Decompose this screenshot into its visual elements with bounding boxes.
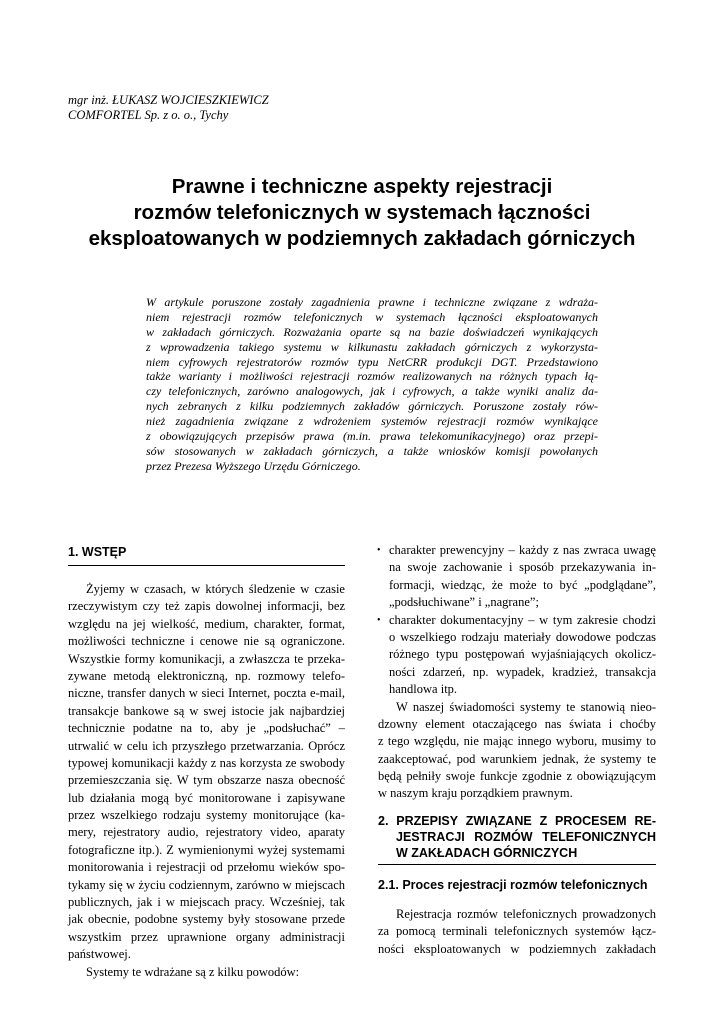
- body-line: utrwalić w celu ich przyszłego przetwarzania. Oprócz: [68, 738, 345, 753]
- body-line: mery, rejestratory audio, rejestratory video, aparaty: [68, 825, 345, 840]
- body-line: możliwości techniczne i cenowe nie są ograniczone.: [68, 634, 345, 649]
- bullet-item: [378, 542, 656, 612]
- body-line: zywane metodą elektroniczną, np. rozmowy telefo-: [68, 668, 345, 683]
- body-line: monitorowania i rejestracji od przełomu wieków spo-: [68, 860, 345, 875]
- body-line: z tego względu, nie mając innego wyboru, musimy to: [378, 734, 656, 749]
- abstract-line: nych zebranych z kilku podziemnych zakładów górniczych. Poruszone zostały rów-: [146, 399, 598, 414]
- body-line: transakcje bankowe są w swej istocie jak najbardziej: [68, 703, 345, 718]
- body-line: jak obecnie, podobne systemy były stosowane przede: [68, 912, 345, 927]
- abstract-line: niem cyfrowych rejestratorów rozmów typu NetCRR produkcji DGT. Przedstawiono: [146, 354, 598, 369]
- body-line: będą pełniły swoje funkcje zgodnie z obowiązującym: [378, 769, 656, 784]
- body-line: publicznych, jak i w miejscach pracy. Wcześniej, tak: [68, 895, 345, 910]
- bullet-line: na swoje zachowanie i sposób przekazywania in-: [389, 560, 656, 575]
- body-line: w naszym kraju porządkiem prawnym.: [378, 786, 573, 801]
- body-line: lub działania mogą być monitorowane i zapisywane: [68, 790, 345, 805]
- body-line: zaakceptować, pod warunkiem jednak, że systemy te: [378, 751, 656, 766]
- body-line: względu na jej wielkość, medium, charakter, format,: [68, 616, 345, 631]
- author-block: [68, 93, 269, 123]
- section-2-rule: [378, 864, 656, 865]
- body-line: Żyjemy w czasach, w których śledzenie w czasie: [86, 582, 345, 596]
- title-line: rozmów telefonicznych w systemach łączności: [133, 201, 591, 224]
- body-line: rzeczywistym czy też zapis dowolnej informacji, bez: [68, 599, 345, 614]
- body-line: przemieszczania się. W tym obszarze nasza obecność: [68, 773, 345, 788]
- heading-line: 2. PRZEPISY ZWIĄZANE Z PROCESEM RE-: [378, 814, 656, 828]
- body-line: dzowny element otaczającego nas świata i choćby: [378, 716, 656, 731]
- bullet-line: „podsłuchiwane” i „nagrane”;: [389, 595, 539, 610]
- bullet-line: • charakter dokumentacyjny – w tym zakresie chodzi: [378, 612, 656, 629]
- body-line: ności eksploatowanych w podziemnych zakładach: [378, 941, 656, 956]
- body-line: tykamy się w życiu codziennym, zarówno w miejscach: [68, 877, 345, 892]
- author-name: mgr inż. ŁUKASZ WOJCIESZKIEWICZ: [68, 93, 269, 107]
- abstract-line: niem rejestracji rozmów telefonicznych w systemach łączności eksploatowanych: [146, 309, 598, 324]
- bullet-line: handlowa itp.: [389, 682, 458, 697]
- body-line: Rejestracja rozmów telefonicznych prowadzonych: [396, 907, 656, 921]
- heading-line: W ZAKŁADACH GÓRNICZYCH: [396, 846, 578, 860]
- abstract-line: czy telefonicznych, zarówno analogowych, jak i cyfrowych, a także wyniki analiz da-: [146, 384, 598, 399]
- body-line: Wszystkie formy komunikacji, a zwłaszcza te przeka-: [68, 651, 345, 666]
- bullet-line: • charakter prewencyjny – każdy z nas zwraca uwagę: [378, 542, 656, 559]
- abstract-line: w zakładach górniczych. Rozważania oparte są na bazie doświadczeń wynikających: [146, 324, 598, 339]
- title-line: Prawne i techniczne aspekty rejestracji: [171, 175, 553, 198]
- abstract-line: W artykule poruszone zostały zagadnienia prawne i techniczne związane z wdraża-: [146, 295, 598, 309]
- article-title: [40, 174, 684, 252]
- right-paragraph: [378, 699, 656, 803]
- section-1-heading: 1. WSTĘP: [68, 545, 127, 559]
- body-line: fotograficzne itp.). Z wymienionymi wyżej systemami: [68, 842, 345, 857]
- body-line: Systemy te wdrażane są z kilku powodów:: [86, 964, 300, 979]
- body-line: technicznie podatne na to, aby je „podsłuchać” –: [68, 721, 345, 736]
- abstract-line: także warianty i możliwości rejestracji rozmów realizowanych na różnych typach łą-: [146, 369, 598, 384]
- abstract-line: nież zagadnienia związane z wdrożeniem systemów rejestracji rozmów wynikające: [146, 414, 598, 429]
- section-2-1-body: [378, 906, 656, 958]
- abstract-line: sów stosowanych w zakładach górniczych, a także wniosków komisji powołanych: [146, 443, 598, 458]
- abstract-line: z wprowadzenia takiego systemu w kilkunastu zakładach górniczych z wykorzysta-: [146, 339, 598, 354]
- section-2-heading: [378, 813, 656, 861]
- abstract-line: z obowiązujących przepisów prawa (m.in. prawa telekomunikacyjnego) oraz przepi-: [146, 429, 598, 444]
- section-1-body: [68, 581, 345, 981]
- bullet-icon: •: [377, 614, 381, 626]
- bullet-line: ności zdarzeń, np. wypadek, kradzież, transakcja: [389, 664, 656, 679]
- body-line: niczne, transfer danych w sieci Internet, poczta e-mail,: [68, 686, 345, 701]
- bullet-icon: •: [377, 545, 381, 556]
- body-line: za pomocą terminali telefonicznych systemów łącz-: [378, 924, 656, 939]
- bullet-line: o wszelkiego rodzaju materiały dowodowe podczas: [389, 629, 656, 644]
- section-2-1-heading: 2.1. Proces rejestracji rozmów telefonicznych: [378, 878, 648, 892]
- section-1-rule: [68, 565, 345, 566]
- body-line: W naszej świadomości systemy te stanowią nieo-: [396, 699, 656, 714]
- body-line: przez wszelkiego rodzaju systemy monitorujące (ka-: [68, 808, 345, 823]
- bullet-item: [378, 612, 656, 699]
- abstract: [146, 295, 598, 474]
- body-line: typowej komunikacji każdy z nas korzysta ze swobody: [68, 755, 345, 770]
- bullet-line: formacji, wiedząc, że może to być „podglądane”,: [389, 577, 656, 592]
- bullet-line: różnego typu postępowań wyjaśniających okolicz-: [389, 647, 656, 662]
- abstract-line: przez Prezesa Wyższego Urzędu Górniczego.: [146, 458, 361, 473]
- heading-line: JESTRACJI ROZMÓW TELEFONICZNYCH: [396, 830, 656, 844]
- title-line: eksploatowanych w podziemnych zakładach górniczych: [88, 227, 636, 250]
- body-line: państwowej.: [68, 947, 131, 962]
- body-line: wszystkim przez uprawnione organy administracji: [68, 929, 345, 944]
- author-affiliation: COMFORTEL Sp. z o. o., Tychy: [68, 108, 229, 122]
- bullet-list: [378, 542, 656, 803]
